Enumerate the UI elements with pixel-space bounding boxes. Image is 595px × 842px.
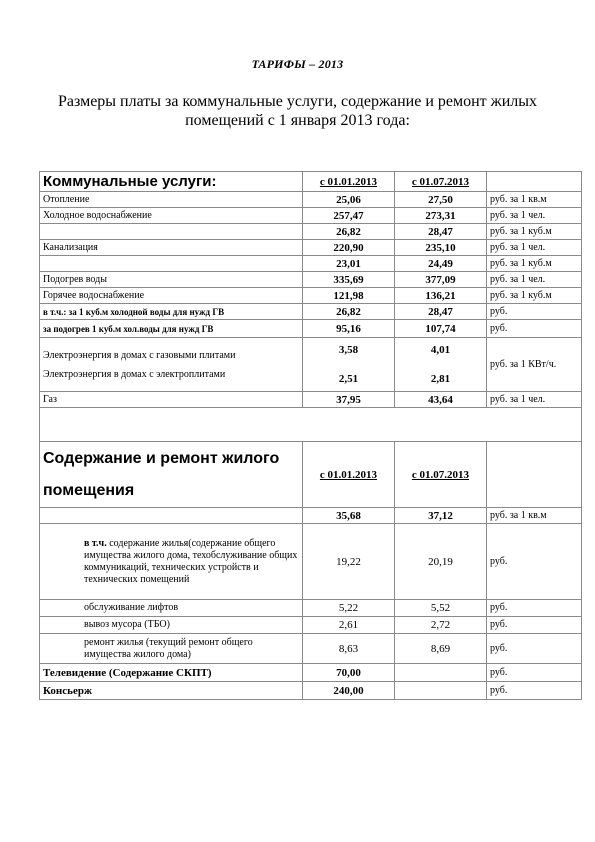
table-row: обслуживание лифтов 5,22 5,52 руб. xyxy=(40,600,582,617)
document-title: ТАРИФЫ – 2013 xyxy=(251,57,344,71)
table-row: 23,01 24,49 руб. за 1 куб.м xyxy=(40,256,582,272)
col-date-1: с 01.01.2013 xyxy=(303,172,395,192)
table-row: вывоз мусора (ТБО) 2,61 2,72 руб. xyxy=(40,617,582,634)
spacer-row xyxy=(40,408,582,442)
maintenance-header-row: Содержание и ремонт жилого помещения с 01.01.2013 с 01.07.2013 xyxy=(40,442,582,508)
table-row: Подогрев воды 335,69 377,09 руб. за 1 чел. xyxy=(40,272,582,288)
electricity-electric-label: Электроэнергия в домах с электроплитами xyxy=(43,369,226,380)
utilities-section-title: Коммунальные услуги: xyxy=(40,172,303,192)
document-header xyxy=(0,57,595,130)
table-row: Газ 37,95 43,64 руб. за 1 чел. xyxy=(40,392,582,408)
col-date-2-maintenance: с 01.07.2013 xyxy=(395,442,487,508)
table-row: Отопление 25,06 27,50 руб. за 1 кв.м xyxy=(40,192,582,208)
maintenance-section-title: Содержание и ремонт жилого xyxy=(43,449,280,467)
concierge-row: Консьерж 240,00 руб. xyxy=(40,682,582,700)
col-date-1-maintenance: с 01.01.2013 xyxy=(303,442,395,508)
table-row: Холодное водоснабжение 257,47 273,31 руб. за 1 чел. xyxy=(40,208,582,224)
table-row: Горячее водоснабжение 121,98 136,21 руб. за 1 куб.м xyxy=(40,288,582,304)
table-row: в т.ч.: за 1 куб.м холодной воды для нужд ГВ 26,82 28,47 руб. xyxy=(40,304,582,320)
electricity-row: Электроэнергия в домах с газовыми плитами Электроэнергия в домах с электроплитами 3,58 2,51 4,01 2,81 руб. за 1 КВт/ч. xyxy=(40,338,582,392)
table-row: в т.ч. содержание жилья(содержание общего имущества жилого дома, техобслуживание общих коммуникаций, технических устройств и технических помещений 19,22 20,19 руб. xyxy=(40,524,582,600)
maintenance-total-row: 35,68 37,12 руб. за 1 кв.м xyxy=(40,508,582,524)
col-date-2: с 01.07.2013 xyxy=(395,172,487,192)
tariffs-table xyxy=(39,171,582,700)
table-row: 26,82 28,47 руб. за 1 куб.м xyxy=(40,224,582,240)
utilities-header-row xyxy=(40,172,582,192)
document-subtitle: Размеры платы за коммунальные услуги, содержание и ремонт жилых помещений с 1 января 2013 года: xyxy=(57,93,538,129)
electricity-gas-label: Электроэнергия в домах с газовыми плитами xyxy=(43,350,236,361)
table-row: за подогрев 1 куб.м хол.воды для нужд ГВ 95,16 107,74 руб. xyxy=(40,320,582,338)
tv-row: Телевидение (Содержание СКПТ) 70,00 руб. xyxy=(40,664,582,682)
table-row: Канализация 220,90 235,10 руб. за 1 чел. xyxy=(40,240,582,256)
table-row: ремонт жилья (текущий ремонт общего имущества жилого дома) 8,63 8,69 руб. xyxy=(40,634,582,664)
